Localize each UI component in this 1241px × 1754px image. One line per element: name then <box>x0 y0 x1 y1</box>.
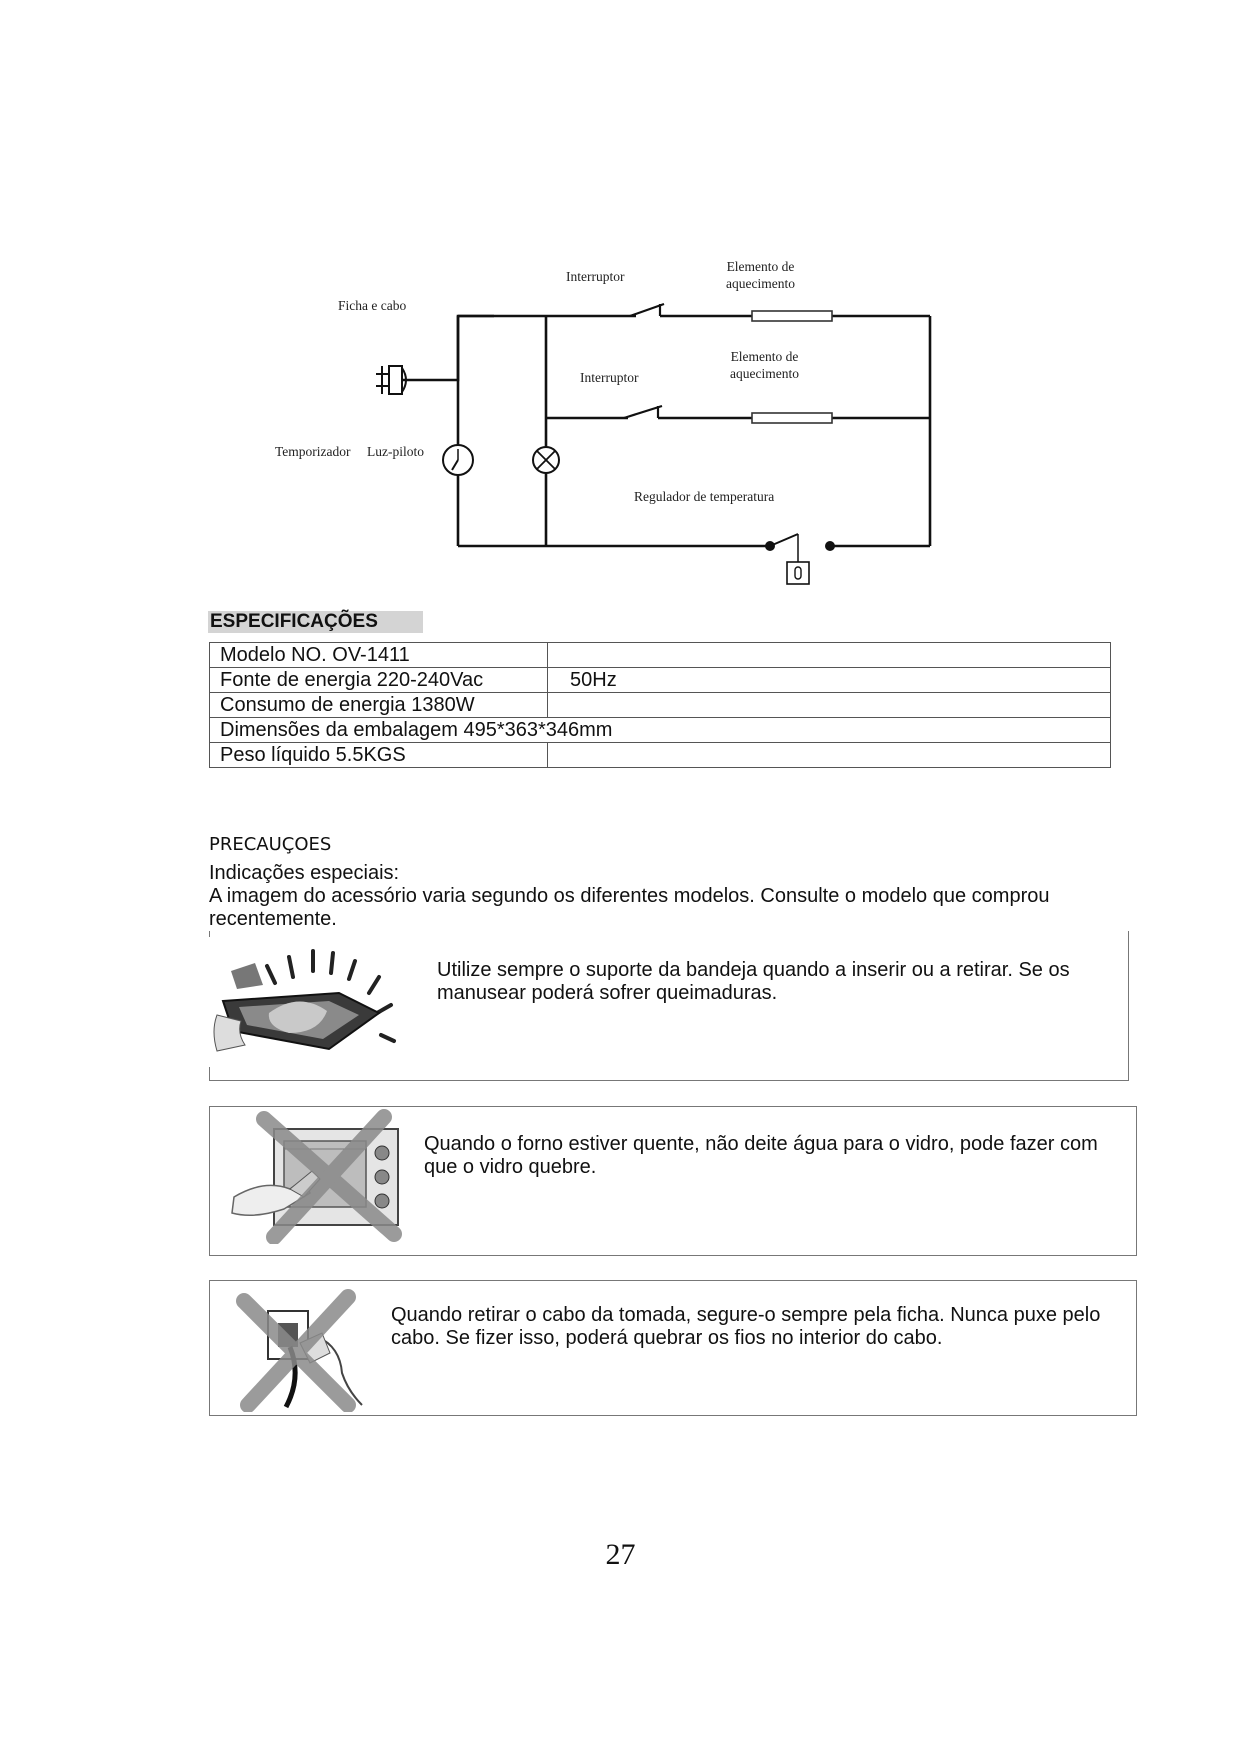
label-luz-piloto: Luz-piloto <box>367 444 424 459</box>
spec-cell: Fonte de energia 220-240Vac <box>210 668 548 693</box>
spec-cell: Consumo de energia 1380W <box>210 693 548 718</box>
label-elemento-top <box>726 258 795 292</box>
spec-cell: Dimensões da embalagem 495*363*346mm <box>210 718 1111 743</box>
specs-table <box>209 642 1111 768</box>
timer-icon <box>443 445 473 475</box>
table-row <box>210 643 1111 668</box>
no-water-on-glass-icon <box>224 1109 414 1244</box>
precaution-text-1: Utilize sempre o suporte da bandeja quando a inserir ou a retirar. Se os manusear poderá sofrer queimaduras. <box>437 959 1070 1004</box>
precautions-subtitle: Indicações especiais: <box>209 862 400 884</box>
table-row <box>210 743 1111 768</box>
precautions-intro: A imagem do acessório varia segundo os diferentes modelos. Consulte o modelo que comprou recentemente. <box>209 885 1050 930</box>
spec-cell: Modelo NO. OV-1411 <box>210 643 548 668</box>
precaution-text-2: Quando o forno estiver quente, não deite água para o vidro, pode fazer com que o vidro quebre. <box>424 1133 1098 1178</box>
label-elemento-mid-line1: Elemento de <box>730 349 799 364</box>
precaution-box-3 <box>209 1280 1137 1416</box>
label-ficha: Ficha e cabo <box>338 298 407 313</box>
spec-cell <box>548 693 1111 718</box>
label-temporizador: Temporizador <box>275 444 351 459</box>
spec-cell: 50Hz <box>548 668 1111 693</box>
page-number: 27 <box>605 1538 636 1571</box>
spec-cell <box>548 743 1111 768</box>
precautions-title: PRECAUÇOES <box>209 834 332 855</box>
circuit-wiring <box>0 0 1241 620</box>
spec-cell <box>548 643 1111 668</box>
label-regulador: Regulador de temperatura <box>634 489 775 504</box>
label-elemento-mid <box>730 348 799 382</box>
label-elemento-mid-line2: aquecimento <box>730 366 799 381</box>
precaution-text-3: Quando retirar o cabo da tomada, segure-o sempre pela ficha. Nunca puxe pelo cabo. Se fizer isso, poderá quebrar os fios no interior do cabo. <box>391 1304 1101 1349</box>
label-interruptor-mid: Interruptor <box>580 370 639 385</box>
precaution-box-1 <box>209 931 1129 1081</box>
switch-mid <box>624 406 662 418</box>
label-elemento-top-line1: Elemento de <box>726 259 795 274</box>
label-elemento-top-line2: aquecimento <box>726 276 795 291</box>
pilot-lamp-icon <box>533 447 559 473</box>
table-row <box>210 693 1111 718</box>
hot-tray-icon <box>209 941 409 1066</box>
specs-title: ESPECIFICAÇÕES <box>208 611 423 633</box>
spec-cell: Peso líquido 5.5KGS <box>210 743 548 768</box>
label-interruptor-top: Interruptor <box>566 269 625 284</box>
precaution-box-2 <box>209 1106 1137 1256</box>
no-pull-cable-icon <box>230 1287 390 1412</box>
table-row <box>210 718 1111 743</box>
plug-icon <box>376 366 406 394</box>
thermostat-icon <box>765 534 835 584</box>
heating-element-mid <box>752 413 832 423</box>
table-row <box>210 668 1111 693</box>
heating-element-top <box>752 311 832 321</box>
switch-top <box>630 304 664 316</box>
